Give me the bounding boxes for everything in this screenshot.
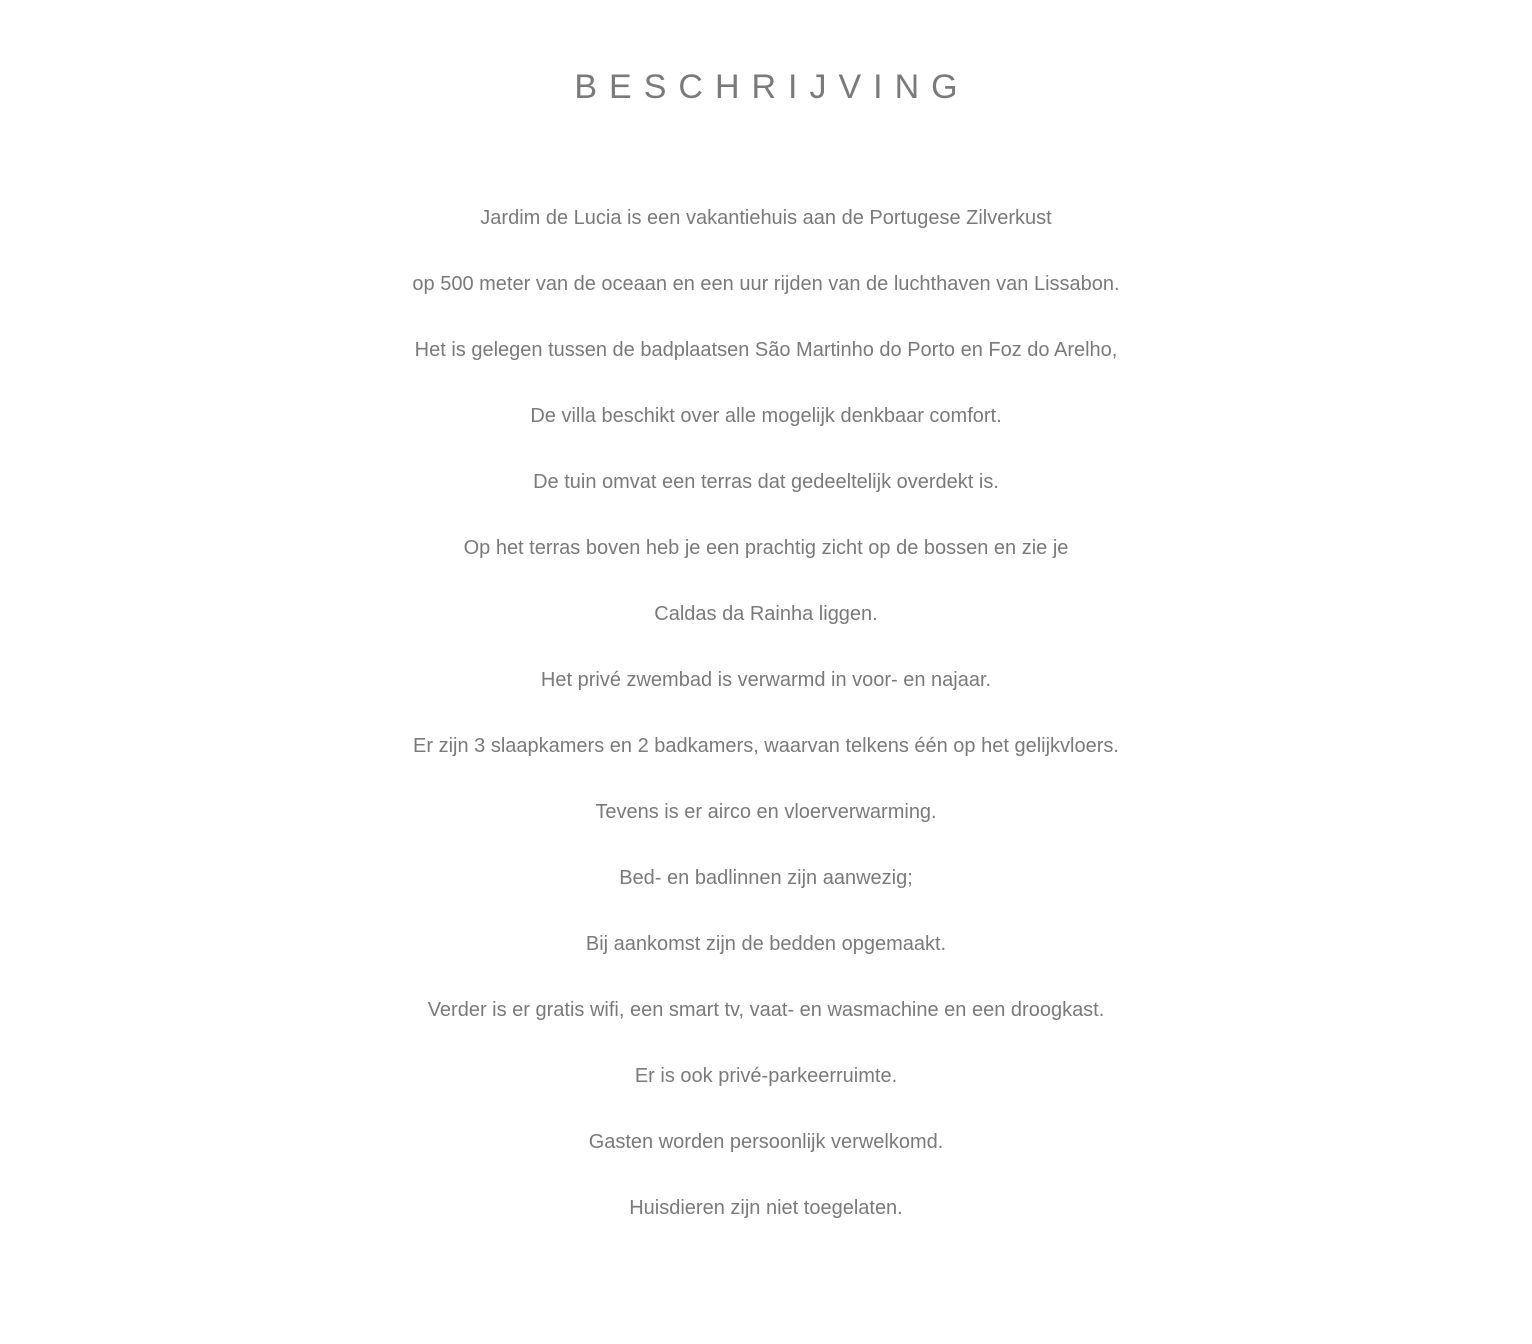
description-line: Het privé zwembad is verwarmd in voor- en najaar. <box>540 669 992 691</box>
section-heading: BESCHRIJVING <box>574 68 970 106</box>
description-line: Gasten worden persoonlijk verwelkomd. <box>588 1131 944 1153</box>
description-line: Jardim de Lucia is een vakantiehuis aan de Portugese Zilverkust <box>480 207 1052 229</box>
description-line: Bed- en badlinnen zijn aanwezig; <box>619 867 913 889</box>
description-line: Verder is er gratis wifi, een smart tv, vaat- en wasmachine en een droogkast. <box>427 999 1105 1021</box>
description-line: op 500 meter van de oceaan en een uur rijden van de luchthaven van Lissabon. <box>412 273 1120 295</box>
description-line: De tuin omvat een terras dat gedeeltelijk overdekt is. <box>533 471 999 493</box>
description-line: Bij aankomst zijn de bedden opgemaakt. <box>585 933 947 955</box>
description-line: Het is gelegen tussen de badplaatsen São Martinho do Porto en Foz do Arelho, <box>414 339 1118 361</box>
description-line: Op het terras boven heb je een prachtig zicht op de bossen en zie je <box>463 537 1069 559</box>
description-line: Er is ook privé-parkeerruimte. <box>634 1065 898 1087</box>
description-line: De villa beschikt over alle mogelijk denkbaar comfort. <box>530 405 1002 427</box>
description-line: Tevens is er airco en vloerverwarming. <box>595 801 937 823</box>
description-text <box>0 185 1532 1241</box>
description-line: Caldas da Rainha liggen. <box>654 603 878 625</box>
description-line: Er zijn 3 slaapkamers en 2 badkamers, waarvan telkens één op het gelijkvloers. <box>413 735 1119 757</box>
description-line: Huisdieren zijn niet toegelaten. <box>629 1197 903 1219</box>
